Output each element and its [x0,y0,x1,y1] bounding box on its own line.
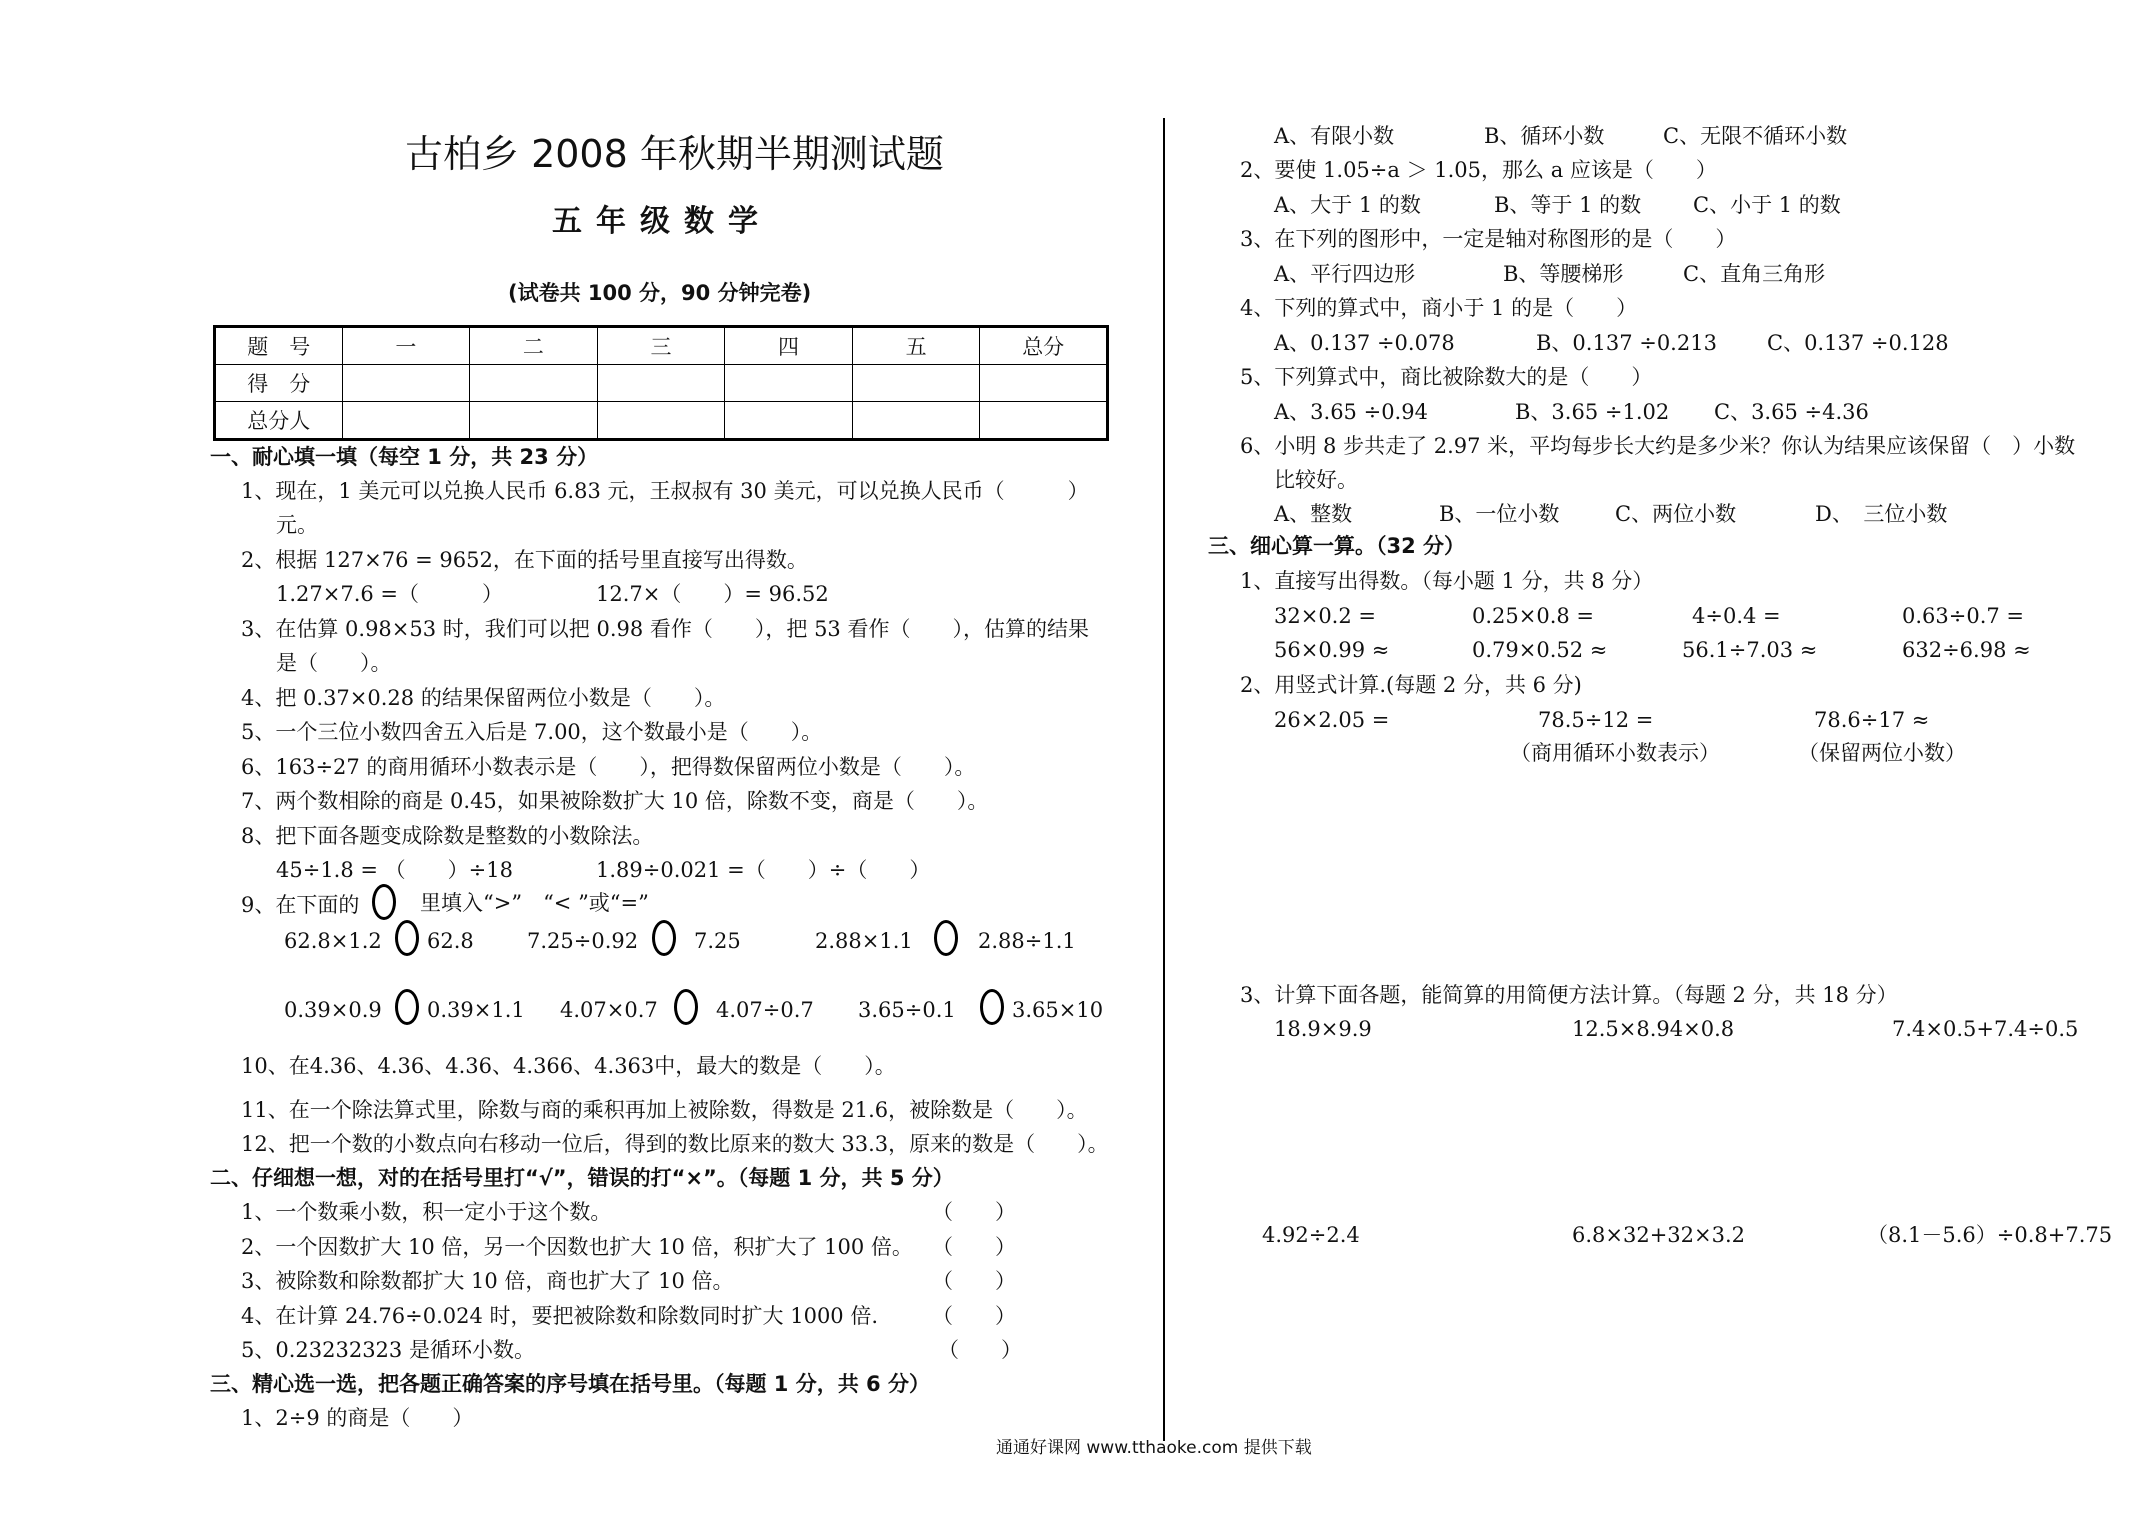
score-cell[interactable] [852,402,980,440]
question-1-10-tail: 中，最大的数是（ ）。 [654,1054,896,1078]
compare-oval[interactable] [395,920,419,956]
judge-paren[interactable]: （ ） [938,1338,1022,1362]
exam-subtitle: 五年级数学 [552,204,772,239]
compare-oval[interactable] [652,920,676,956]
score-cell[interactable] [470,365,598,402]
compare-left: 4.07×0.7 [560,998,658,1022]
vertical-calc: 78.6÷17 ≈ [1814,708,1930,732]
question-1-9-cont: 里填入“>” “< ”或“=” [420,891,649,915]
question-1-3: 3、在估算 0.98×53 时，我们可以把 0.98 看作（ ），把 53 看作（ ），估算的结果 [241,617,1089,641]
choice-option: C、小于 1 的数 [1693,193,1841,217]
choice-option: A、有限小数 [1274,124,1395,148]
score-table-header-row [215,327,1108,365]
compare-left: 7.25÷0.92 [527,929,639,953]
question-1-7: 7、两个数相除的商是 0.45，如果被除数扩大 10 倍，除数不变，商是（ ）。 [241,789,989,813]
choice-option: B、0.137 ÷0.213 [1536,331,1717,355]
choice-option: C、直角三角形 [1683,262,1826,286]
question-1-2b: 12.7×（ ）= 96.52 [596,582,829,606]
choice-question-3: 3、在下列的图形中，一定是轴对称图形的是（ ） [1240,227,1737,251]
judge-item: 3、被除数和除数都扩大 10 倍，商也扩大了 10 倍。 [241,1269,734,1293]
score-row-label: 得 分 [215,365,343,402]
question-1-8a: 45÷1.8 = （ ）÷18 [276,858,513,882]
score-header-cell: 五 [852,327,980,365]
score-cell[interactable] [342,402,470,440]
question-1-8: 8、把下面各题变成除数是整数的小数除法。 [241,824,654,848]
simplify-calc: 18.9×9.9 [1274,1017,1372,1041]
judge-paren[interactable]: （ ） [932,1269,1016,1293]
repeating-decimal: 4.36 [445,1054,493,1078]
repeating-decimal: 4.36 [309,1054,357,1078]
choice-option: B、一位小数 [1439,502,1560,526]
question-1-2: 2、根据 127×76 = 9652，在下面的括号里直接写出得数。 [241,548,808,572]
vertical-calc-note: （商用循环小数表示） [1510,741,1720,765]
score-row-label: 总分人 [215,402,343,440]
compare-right: 2.88÷1.1 [978,929,1076,953]
section-1-title: 一、耐心填一填（每空 1 分，共 23 分） [210,445,599,469]
score-header-cell: 一 [342,327,470,365]
judge-item: 5、0.23232323 是循环小数。 [241,1338,535,1362]
choice-option: A、0.137 ÷0.078 [1274,331,1455,355]
choice-option: C、3.65 ÷4.36 [1714,400,1869,424]
repeating-decimal: 4.36 [377,1054,425,1078]
score-cell[interactable] [725,402,853,440]
question-1-9: 9、在下面的 [241,893,360,917]
oral-calc: 0.79×0.52 ≈ [1472,638,1608,662]
calc-part-2: 2、用竖式计算.(每题 2 分，共 6 分) [1240,673,1582,697]
simplify-calc: 12.5×8.94×0.8 [1572,1017,1735,1041]
question-1-2a: 1.27×7.6 =（ ） [276,582,504,606]
compare-left: 2.88×1.1 [815,929,913,953]
score-cell[interactable] [725,365,853,402]
question-1-12: 12、把一个数的小数点向右移动一位后，得到的数比原来的数大 33.3，原来的数是（ ）。 [241,1132,1109,1156]
vertical-calc: 26×2.05 = [1274,708,1390,732]
compare-oval[interactable] [674,989,698,1025]
vertical-calc-note: （保留两位小数） [1798,741,1966,765]
choice-question-2: 2、要使 1.05÷a ＞ 1.05，那么 a 应该是（ ） [1240,158,1717,182]
oral-calc: 32×0.2 = [1274,604,1376,628]
vertical-calc: 78.5÷12 = [1538,708,1654,732]
oral-calc: 632÷6.98 ≈ [1902,638,2031,662]
compare-left: 0.39×0.9 [284,998,382,1022]
score-cell[interactable] [597,365,725,402]
oral-calc: 56×0.99 ≈ [1274,638,1390,662]
score-cell[interactable] [980,365,1108,402]
score-table-row [215,402,1108,440]
judge-paren[interactable]: （ ） [932,1304,1016,1328]
score-header-cell: 题 号 [215,327,343,365]
choice-option: A、3.65 ÷0.94 [1274,400,1428,424]
choice-option: A、平行四边形 [1274,262,1416,286]
compare-right: 7.25 [694,929,741,953]
choice-question-1: 1、2÷9 的商是（ ） [241,1406,474,1430]
compare-oval[interactable] [395,989,419,1025]
compare-right: 4.07÷0.7 [716,998,814,1022]
choice-option: A、整数 [1274,502,1353,526]
choice-option: B、循环小数 [1484,124,1605,148]
score-cell[interactable] [470,402,598,440]
calc-part-1: 1、直接写出得数。（每小题 1 分，共 8 分） [1240,569,1654,593]
choice-option: B、等于 1 的数 [1494,193,1642,217]
compare-right: 0.39×1.1 [427,998,525,1022]
judge-paren[interactable]: （ ） [932,1235,1016,1259]
question-1-8b: 1.89÷0.021 =（ ）÷（ ） [596,858,931,882]
compare-oval[interactable] [934,920,958,956]
score-cell[interactable] [597,402,725,440]
oral-calc: 0.25×0.8 = [1472,604,1595,628]
judge-paren[interactable]: （ ） [932,1200,1016,1224]
oral-calc: 4÷0.4 = [1692,604,1781,628]
exam-title: 古柏乡 2008 年秋期半期测试题 [405,132,944,176]
choice-option: C、无限不循环小数 [1663,124,1848,148]
choice-option: C、0.137 ÷0.128 [1767,331,1949,355]
compare-right: 62.8 [427,929,474,953]
choice-option: B、3.65 ÷1.02 [1515,400,1670,424]
calc-part-3: 3、计算下面各题，能简算的用简便方法计算。（每题 2 分，共 18 分） [1240,983,1898,1007]
simplify-calc: 7.4×0.5+7.4÷0.5 [1892,1017,2079,1041]
question-1-1: 1、现在，1 美元可以兑换人民币 6.83 元，王叔叔有 30 美元，可以兑换人民币（ ） [241,479,1089,503]
choice-option: C、两位小数 [1615,502,1737,526]
question-1-10: 10、在4.36、4.36、4.36、4.366、4.363中，最大的数是（ ）。 [241,1054,896,1078]
simplify-calc: （8.1－5.6）÷0.8+7.75 [1867,1223,2113,1247]
question-1-4: 4、把 0.37×0.28 的结果保留两位小数是（ ）。 [241,686,726,710]
choice-option: D、 三位小数 [1815,502,1948,526]
repeating-decimal: 4.366 [513,1054,574,1078]
repeating-decimal: 4.363 [594,1054,655,1078]
compare-right: 3.65×10 [1012,998,1104,1022]
compare-oval[interactable] [980,989,1004,1025]
choice-question-6: 6、小明 8 步共走了 2.97 米，平均每步长大约是多少米？你认为结果应该保留（ ）小数 [1240,434,2076,458]
column-divider [1163,118,1165,1441]
compare-left: 3.65÷0.1 [858,998,956,1022]
score-header-cell: 四 [725,327,853,365]
judge-item: 4、在计算 24.76÷0.024 时，要把被除数和除数同时扩大 1000 倍. [241,1304,879,1328]
choice-option: A、大于 1 的数 [1274,193,1421,217]
choice-question-6-cont: 比较好。 [1274,468,1358,492]
compare-left: 62.8×1.2 [284,929,382,953]
footer-credit: 通通好课网 www.tthaoke.com 提供下载 [996,1438,1312,1458]
question-1-11: 11、在一个除法算式里，除数与商的乘积再加上被除数，得数是 21.6，被除数是（ ）。 [241,1098,1088,1122]
simplify-calc: 6.8×32+32×3.2 [1572,1223,1746,1247]
section-2-title: 二、仔细想一想，对的在括号里打“√”，错误的打“×”。（每题 1 分，共 5 分） [210,1166,954,1190]
judge-item: 1、一个数乘小数，积一定小于这个数。 [241,1200,612,1224]
section-3-title: 三、精心选一选，把各题正确答案的序号填在括号里。（每题 1 分，共 6 分） [210,1372,930,1396]
score-table [213,325,1109,441]
score-header-cell: 二 [470,327,598,365]
score-cell[interactable] [980,402,1108,440]
simplify-calc: 4.92÷2.4 [1262,1223,1360,1247]
choice-option: B、等腰梯形 [1503,262,1624,286]
oral-calc: 56.1÷7.03 ≈ [1682,638,1818,662]
score-cell[interactable] [852,365,980,402]
choice-question-5: 5、下列算式中，商比被除数大的是（ ） [1240,365,1653,389]
question-1-1-cont: 元。 [276,513,318,537]
exam-note: (试卷共 100 分，90 分钟完卷) [508,281,812,305]
section-4-title: 三、细心算一算。（32 分） [1208,534,1466,558]
score-header-cell: 三 [597,327,725,365]
compare-oval-icon [372,884,396,920]
oral-calc: 0.63÷0.7 = [1902,604,2025,628]
judge-item: 2、一个因数扩大 10 倍，另一个因数也扩大 10 倍，积扩大了 100 倍。 [241,1235,913,1259]
question-1-6: 6、163÷27 的商用循环小数表示是（ ），把得数保留两位小数是（ ）。 [241,755,976,779]
question-1-3-cont: 是（ ）。 [276,651,392,675]
score-table-row [215,365,1108,402]
question-1-10-lead: 10、在 [241,1054,310,1078]
score-header-cell: 总分 [980,327,1108,365]
score-cell[interactable] [342,365,470,402]
choice-question-4: 4、下列的算式中，商小于 1 的是（ ） [1240,296,1638,320]
question-1-5: 5、一个三位小数四舍五入后是 7.00，这个数最小是（ ）。 [241,720,823,744]
